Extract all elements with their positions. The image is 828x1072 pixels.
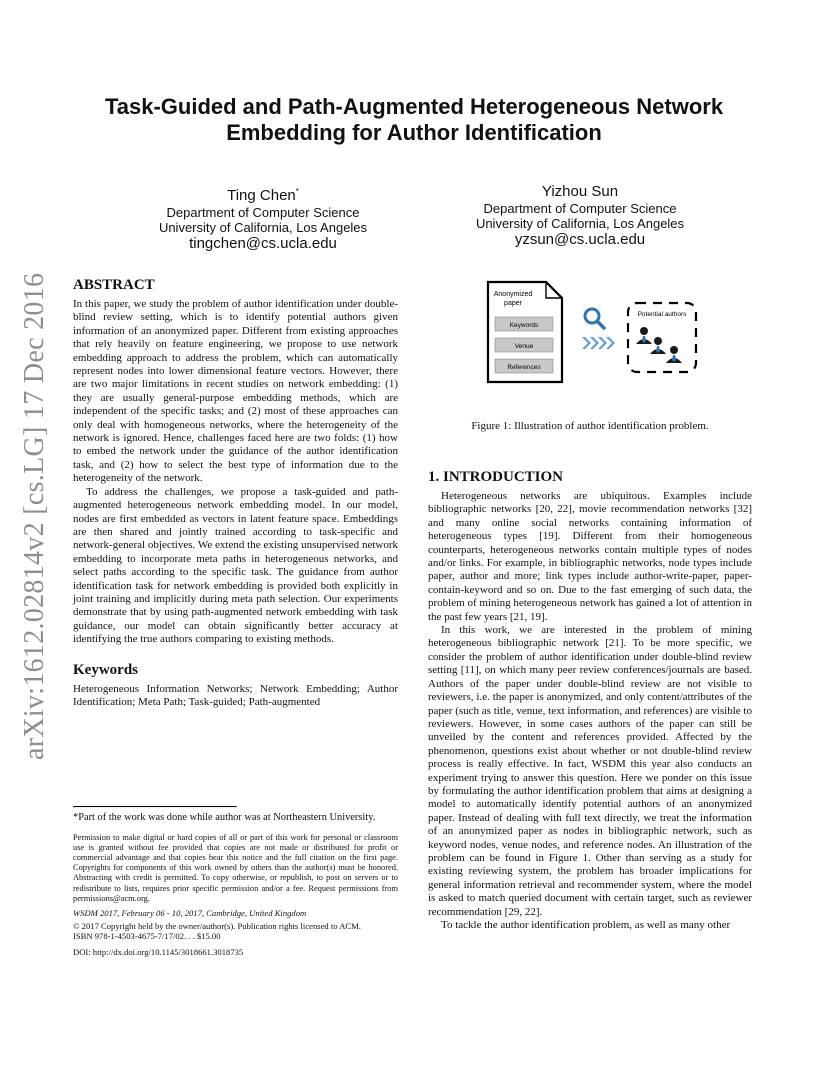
author-footnote-mark: * xyxy=(295,187,299,196)
keywords-text: Heterogeneous Information Networks; Network Embedding; Author Identification; Meta Path; Task-guided; Path-augmented xyxy=(73,682,398,708)
author-email: tingchen@cs.ucla.edu xyxy=(189,235,337,252)
arxiv-identifier: arXiv:1612.02814v2 [cs.LG] 17 Dec 2016 xyxy=(19,272,50,760)
arrow-icon xyxy=(582,337,615,349)
footnote-rule xyxy=(73,806,237,808)
footnote-text: *Part of the work was done while author was at Northeastern University. xyxy=(73,812,376,823)
abstract-paragraph: To address the challenges, we propose a task-guided and path-augmented heterogeneous network embedding model. In our model, nodes are first embedded as vectors in latent feature space. Embeddings are then shared and jointly trained according to task-specific and network-general objectives. We extend the existing unsupervised network embedding to incorporate meta paths in heterogeneous networks, and select paths according to the specific task. The guidance from author identification task for network embedding is provided both explicitly in joint training and implicitly during meta path selection. Our experiments demonstrate that by using path-augmented network embedding with task guidance, our model can obtain significantly better accuracy at identifying the true authors comparing to existing methods. xyxy=(73,485,398,646)
copyright-line: © 2017 Copyright held by the owner/author(s). Publication rights licensed to ACM. xyxy=(73,921,361,932)
person-icon xyxy=(636,327,652,344)
author-block xyxy=(113,182,413,253)
author-name: Yizhou Sun xyxy=(541,183,619,200)
figure-illustration xyxy=(482,276,702,386)
keywords-section xyxy=(73,661,398,710)
magnifier-icon xyxy=(585,309,604,328)
person-icon xyxy=(666,346,682,363)
keywords-heading: Keywords xyxy=(73,661,138,678)
document-label-line: Anonymized xyxy=(493,291,533,298)
permission-notice: Permission to make digital or hard copies of all or part of this work for personal or classroom use is granted without fee provided that copies are not made or distributed for profit or commercial advantage and that copies bear this notice and the full citation on the first page. Copyrights for components of this work owned by others than the author(s) must be honored. Abstracting with credit is permitted. To copy otherwise, or republish, to post on servers or to redistribute to lists, requires prior specific permission and/or a fee. Request permissions from permissions@acm.org. xyxy=(73,832,398,903)
abstract-paragraph: In this paper, we study the problem of author identification under double-blind review setting, which is to identify potential authors given information of an anonymized paper. Different from existing approaches that rely heavily on feature engineering, we propose to use network embedding approach to address the problem, which can automatically represent nodes into lower dimensional feature vectors. However, there are two major limitations in recent studies on network embedding: (1) they are usually general-purpose embedding methods, which are independent of the specific tasks; and (2) most of these approaches can only deal with homogeneous networks, where the heterogeneity of the network is ignored. Hence, challenges faced here are two folds: (1) how to embed the network under the guidance of the author identification task, and (2) how to select the best type of information due to the heterogeneity of the network. xyxy=(73,298,398,485)
paper-title xyxy=(60,94,768,146)
author-name: Ting Chen* xyxy=(227,187,299,204)
conference-info: WSDM 2017, February 06 - 10, 2017, Cambridge, United Kingdom xyxy=(73,908,307,919)
introduction-paragraph: Heterogeneous networks are ubiquitous. Examples include bibliographic networks [20, 22], movie recommendation networks [32] and many online social networks containing information of heterogeneous types [19]. Different from their homogeneous counterparts, heterogeneous networks contain multiple types of nodes and/or links. For example, in bibliographic networks, node types include paper, author and more; link types include author-write-paper, paper-contain-keyword and so on. Due to the fast emerging of such data, the problem of mining heterogeneous network has gained a lot of attention in the past few years [21, 19]. xyxy=(428,490,752,623)
introduction-section xyxy=(428,468,752,932)
document-label-line: paper xyxy=(504,300,522,307)
right-column xyxy=(428,468,752,932)
left-column xyxy=(73,276,398,709)
abstract-section xyxy=(73,276,398,647)
author-university: University of California, Los Angeles xyxy=(475,216,685,231)
isbn-line: ISBN 978-1-4503-4675-7/17/02. . . $15.00 xyxy=(73,931,221,942)
introduction-heading: 1. INTRODUCTION xyxy=(428,469,564,485)
author-department: Department of Computer Science xyxy=(483,201,677,216)
copyright-info xyxy=(73,921,398,942)
title-line: Embedding for Author Identification xyxy=(226,120,602,145)
abstract-heading: ABSTRACT xyxy=(73,277,155,293)
candidates-label: Potential authors xyxy=(637,311,687,318)
footnote-area xyxy=(73,806,398,958)
figure-caption: Figure 1: Illustration of author identification problem. xyxy=(471,420,709,432)
person-icon xyxy=(650,337,666,354)
field-label: References xyxy=(507,364,541,371)
author-block xyxy=(430,182,730,249)
introduction-paragraph: In this work, we are interested in the problem of mining heterogeneous bibliographic network [21]. To be more specific, we consider the problem of author identification under double-blind review setting [11], on which many peer review conferences/journals are based. Authors of the paper under double-blind review are not visible to reviewers, i.e. the paper is anonymized, and only content/attributes of the paper (such as title, venue, text information, and references) are visible to reviewers. However, in some cases authors of the paper can still be unveiled by the content and references provided. Affected by the phenomenon, questions exist about whether or not double-blind review process is really effective. In fact, WSDM this year also conducts an experiment trying to answer this question. Here we ponder on this issue by formulating the author identification problem that aims at designing a model to automatically identify potential authors of an anonymized paper. Instead of dealing with full text directly, we treat the information of an anonymized paper as nodes in bibliographic network, such as keyword nodes, venue nodes, and reference nodes. An illustration of the problem can be found in Figure 1. Other than serving as a study for existing reviewing system, the problem has broader implications for general information retrieval and recommender system, where the model is asked to match queried document with certain target, such as reviewer recommendation [29, 22]. xyxy=(428,624,752,918)
author-email: yzsun@cs.ucla.edu xyxy=(514,231,646,248)
doi-line: DOI: http://dx.doi.org/10.1145/3018661.3018735 xyxy=(73,946,244,957)
field-label: Keywords xyxy=(509,322,539,329)
author-university: University of California, Los Angeles xyxy=(158,220,368,235)
introduction-paragraph: To tackle the author identification problem, as well as many other xyxy=(441,919,731,931)
title-line: Task-Guided and Path-Augmented Heterogeneous Network xyxy=(104,94,724,119)
author-department: Department of Computer Science xyxy=(166,205,360,220)
field-label: Venue xyxy=(514,343,534,350)
